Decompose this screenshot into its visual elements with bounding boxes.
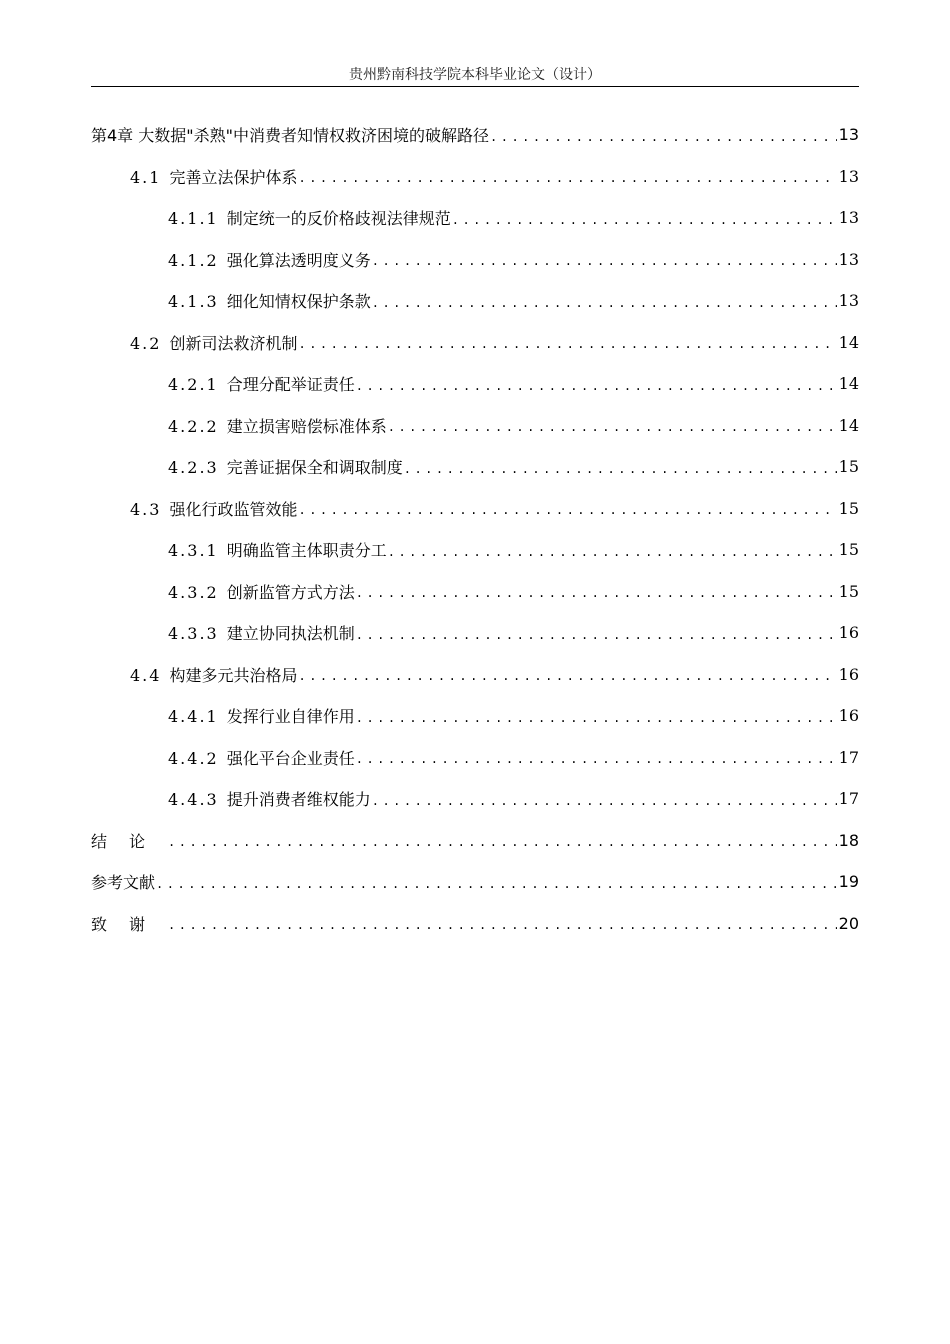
toc-entry-title: 参考文献 (91, 873, 156, 893)
toc-entry-title (168, 621, 355, 644)
toc-entry-4-3-3[interactable] (91, 612, 859, 654)
toc-page-number: 14 (838, 415, 859, 435)
toc-entry-title (168, 414, 387, 437)
toc-section-number: 4.2.1 (168, 375, 219, 395)
toc-dot-leader (298, 336, 836, 352)
toc-entry-acknowledgements[interactable] (91, 903, 859, 945)
toc-entry-conclusion[interactable] (91, 820, 859, 862)
toc-entry-title (168, 704, 355, 727)
toc-entry-4-3[interactable] (91, 488, 859, 530)
toc-dot-leader (356, 710, 837, 726)
toc-page-number: 20 (838, 913, 859, 933)
toc-dot-leader (356, 751, 837, 767)
table-of-contents (91, 114, 859, 944)
toc-entry-4-2-2[interactable] (91, 405, 859, 447)
toc-section-title: 完善证据保全和调取制度 (226, 458, 403, 478)
toc-entry-title (130, 663, 297, 686)
toc-entry-title (168, 538, 387, 561)
toc-entry-title (130, 497, 297, 520)
toc-section-title: 建立协同执法机制 (226, 624, 355, 644)
toc-entry-4-2[interactable] (91, 322, 859, 364)
toc-section-number: 4.2.2 (168, 416, 219, 436)
toc-section-title: 完善立法保护体系 (169, 167, 298, 187)
toc-section-number: 4.2 (130, 333, 162, 353)
page-header: 贵州黔南科技学院本科毕业论文（设计） (349, 67, 601, 83)
toc-entry-title (168, 206, 451, 229)
toc-dot-leader (404, 461, 837, 477)
toc-section-title: 合理分配举证责任 (226, 375, 355, 395)
toc-dot-leader (372, 295, 837, 311)
toc-dot-leader (298, 668, 836, 684)
toc-page-number: 16 (838, 664, 859, 684)
toc-page-number: 16 (838, 706, 859, 726)
toc-page-number: 14 (838, 374, 859, 394)
toc-page-number: 14 (838, 332, 859, 352)
toc-section-title: 强化行政监管效能 (169, 499, 298, 519)
toc-entry-4-2-1[interactable] (91, 363, 859, 405)
toc-page-number: 13 (838, 125, 859, 145)
toc-page-number: 13 (838, 208, 859, 228)
toc-dot-leader (168, 834, 837, 850)
toc-page-number: 15 (838, 457, 859, 477)
toc-entry-4-1[interactable] (91, 156, 859, 198)
toc-section-number: 4.1.3 (168, 292, 219, 312)
toc-entry-title (168, 372, 355, 395)
toc-dot-leader (388, 419, 837, 435)
toc-section-number: 4.1.2 (168, 250, 219, 270)
toc-entry-4-3-2[interactable] (91, 571, 859, 613)
toc-dot-leader (298, 170, 836, 186)
toc-section-number: 4.4.1 (168, 707, 219, 727)
toc-section-number: 4.3.3 (168, 624, 219, 644)
toc-page-number: 17 (838, 747, 859, 767)
toc-section-number: 4.4 (130, 665, 162, 685)
toc-section-title: 建立损害赔偿标准体系 (226, 416, 387, 436)
toc-page-number: 13 (838, 291, 859, 311)
toc-entry-title (168, 455, 403, 478)
toc-entry-title (168, 580, 355, 603)
toc-page-number: 15 (838, 498, 859, 518)
toc-entry-4-3-1[interactable] (91, 529, 859, 571)
toc-section-title: 强化平台企业责任 (226, 748, 355, 768)
toc-section-number: 4.3.1 (168, 541, 219, 561)
toc-section-title: 明确监管主体职责分工 (226, 541, 387, 561)
toc-entry-title (168, 746, 355, 769)
toc-dot-leader (356, 378, 837, 394)
toc-entry-chapter-4[interactable] (91, 114, 859, 156)
toc-entry-title (168, 787, 371, 810)
toc-section-number: 4.2.3 (168, 458, 219, 478)
toc-section-title: 创新司法救济机制 (169, 333, 298, 353)
toc-entry-4-4-2[interactable] (91, 737, 859, 779)
toc-entry-title: 第4章 大数据"杀熟"中消费者知情权救济困境的破解路径 (91, 126, 489, 146)
toc-section-number: 4.1.1 (168, 209, 219, 229)
toc-entry-references[interactable] (91, 861, 859, 903)
toc-dot-leader (372, 253, 837, 269)
toc-page-number: 15 (838, 540, 859, 560)
toc-dot-leader (452, 212, 837, 228)
toc-section-title: 制定统一的反价格歧视法律规范 (226, 209, 451, 229)
toc-page-number: 13 (838, 249, 859, 269)
toc-page-number: 16 (838, 623, 859, 643)
header-divider (91, 86, 859, 87)
toc-entry-title (168, 248, 371, 271)
toc-section-number: 4.3 (130, 499, 162, 519)
toc-section-number: 4.1 (130, 167, 162, 187)
toc-entry-4-4-1[interactable] (91, 695, 859, 737)
toc-entry-title: 结论 (91, 831, 168, 851)
toc-dot-leader (490, 129, 837, 145)
toc-section-title: 创新监管方式方法 (226, 582, 355, 602)
toc-dot-leader (356, 585, 837, 601)
toc-section-number: 4.4.2 (168, 748, 219, 768)
toc-page-number: 17 (838, 789, 859, 809)
toc-dot-leader (388, 544, 837, 560)
toc-section-number: 4.4.3 (168, 790, 219, 810)
toc-entry-4-1-2[interactable] (91, 239, 859, 281)
toc-entry-title (168, 289, 371, 312)
toc-entry-4-1-3[interactable] (91, 280, 859, 322)
toc-section-number: 4.3.2 (168, 582, 219, 602)
toc-page-number: 19 (838, 872, 859, 892)
toc-entry-title (130, 331, 297, 354)
toc-dot-leader (156, 876, 837, 892)
toc-dot-leader (168, 917, 837, 933)
toc-section-title: 构建多元共治格局 (169, 665, 298, 685)
toc-entry-4-2-3[interactable] (91, 446, 859, 488)
toc-entry-title (130, 165, 297, 188)
toc-dot-leader (298, 502, 836, 518)
toc-dot-leader (356, 627, 837, 643)
toc-dot-leader (372, 793, 837, 809)
toc-section-title: 细化知情权保护条款 (226, 292, 371, 312)
toc-entry-4-4[interactable] (91, 654, 859, 696)
toc-page-number: 18 (838, 830, 859, 850)
toc-entry-4-1-1[interactable] (91, 197, 859, 239)
toc-entry-title: 致谢 (91, 914, 168, 934)
toc-section-title: 强化算法透明度义务 (226, 250, 371, 270)
toc-page-number: 15 (838, 581, 859, 601)
toc-page-number: 13 (838, 166, 859, 186)
toc-entry-4-4-3[interactable] (91, 778, 859, 820)
toc-section-title: 提升消费者维权能力 (226, 790, 371, 810)
toc-section-title: 发挥行业自律作用 (226, 707, 355, 727)
